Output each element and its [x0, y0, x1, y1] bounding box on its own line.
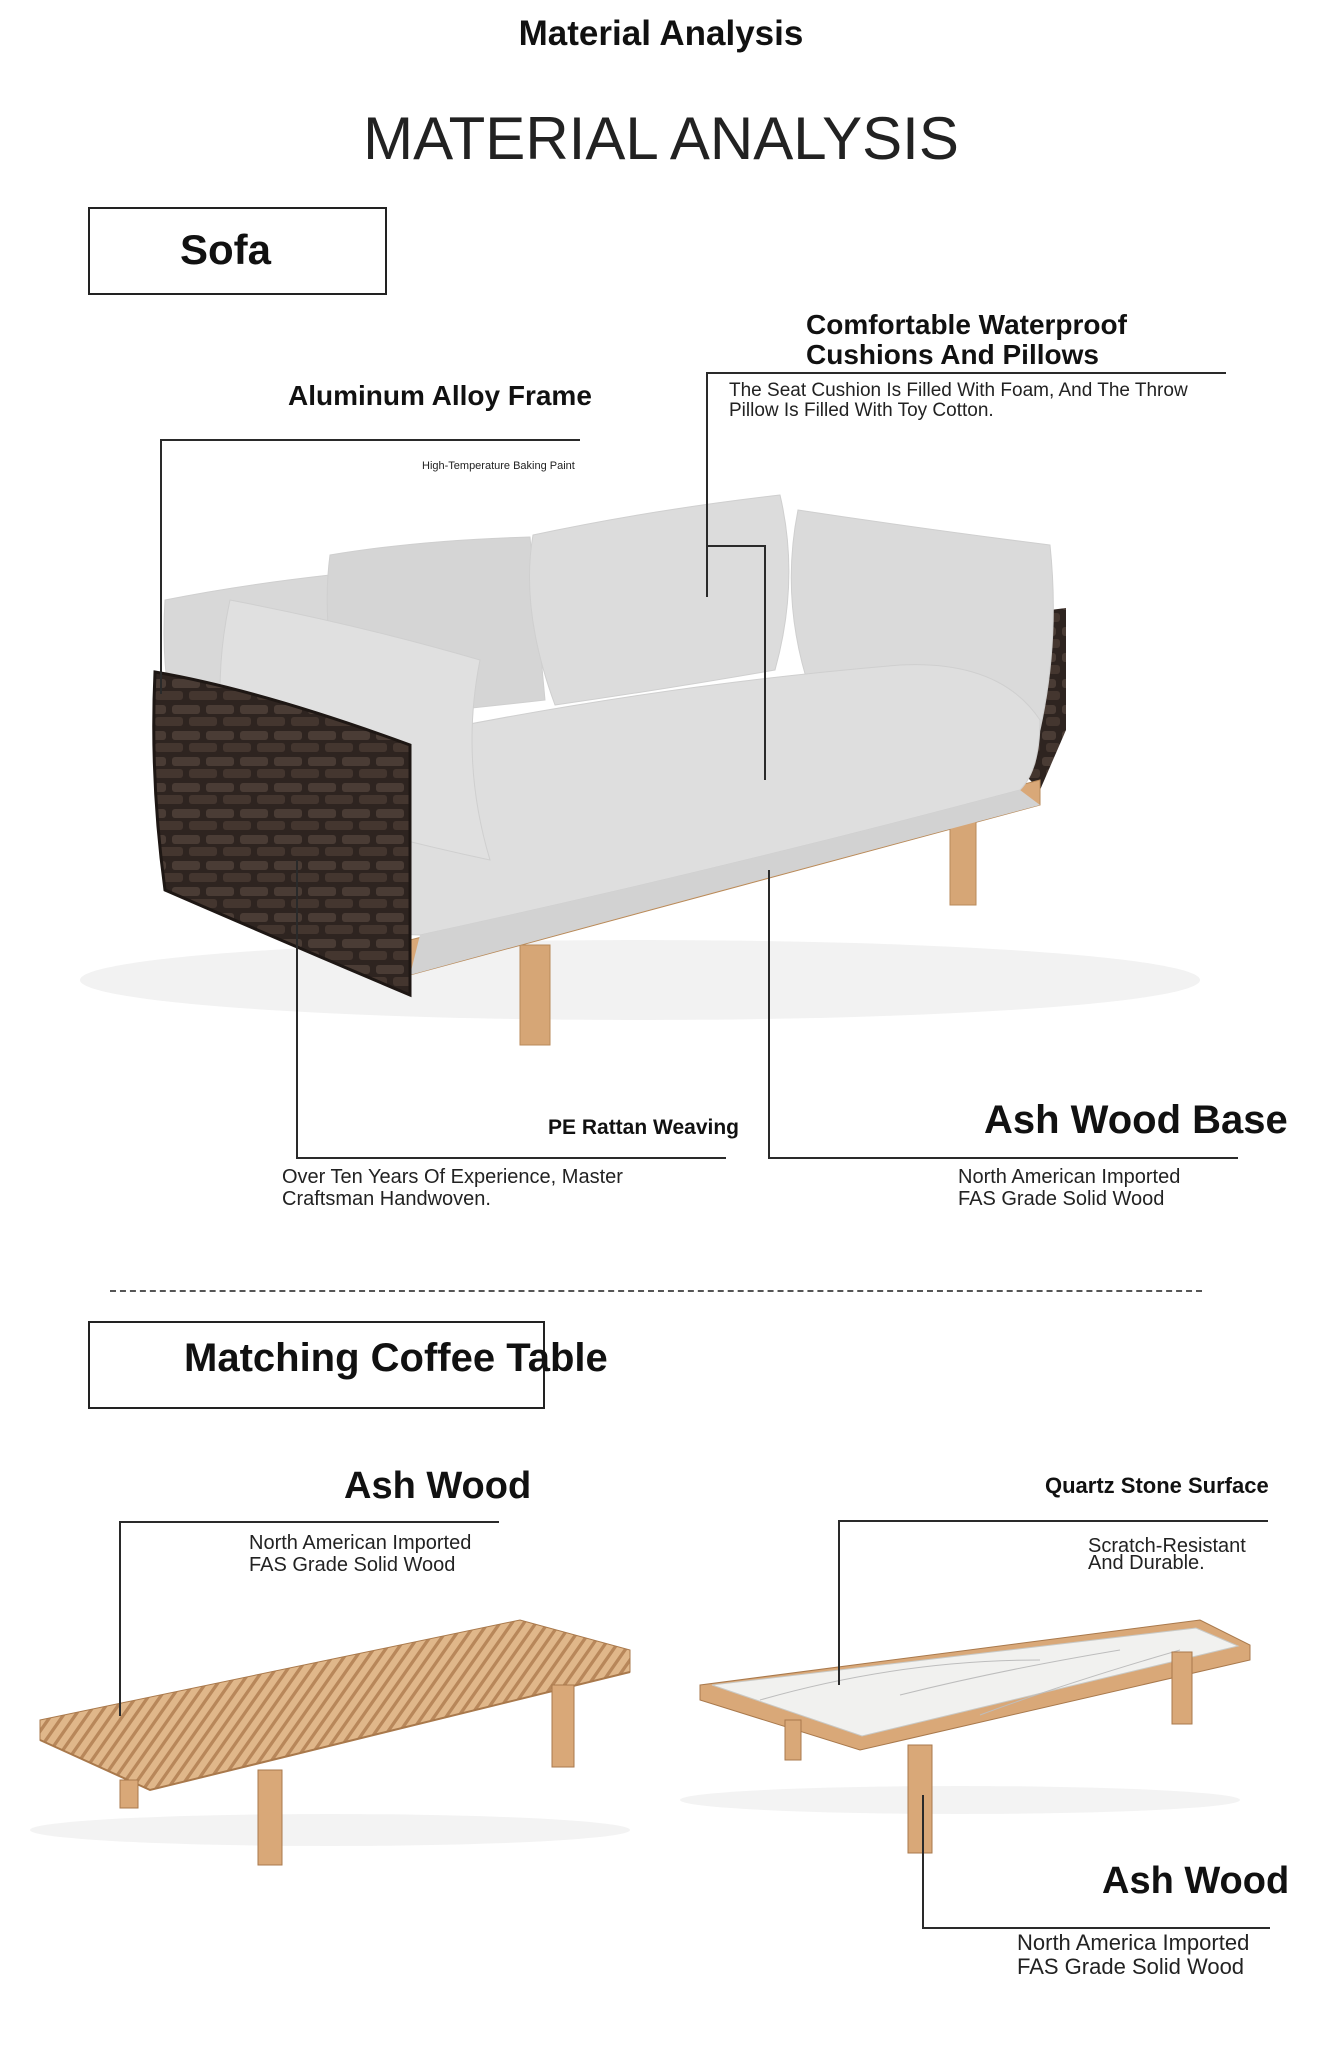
frame-title: Aluminum Alloy Frame: [288, 380, 592, 411]
banner-title: MATERIAL ANALYSIS: [363, 105, 959, 172]
base-desc-line2: FAS Grade Solid Wood: [958, 1188, 1165, 1210]
rattan-desc-line1: Over Ten Years Of Experience, Master: [282, 1166, 623, 1188]
quartz-title: Quartz Stone Surface: [1045, 1473, 1269, 1498]
quartz-leader-vertical: [838, 1520, 840, 1685]
base-leader-vertical: [768, 870, 770, 1158]
ash-left-title: Ash Wood: [344, 1465, 532, 1507]
ash-left-leader-horizontal: [119, 1521, 499, 1523]
sofa-section-title: Sofa: [180, 226, 272, 273]
rattan-leader-horizontal: [296, 1157, 726, 1159]
ash-left-desc-line2: FAS Grade Solid Wood: [249, 1554, 456, 1576]
ash-left-desc-line1: North American Imported: [249, 1532, 472, 1554]
ash-right-desc-line2: FAS Grade Solid Wood: [1017, 1954, 1245, 1979]
quartz-leader-horizontal: [838, 1520, 1268, 1522]
quartz-desc-line1: Scratch-Resistant: [1088, 1535, 1246, 1557]
section-divider: [110, 1290, 1202, 1292]
rattan-title: PE Rattan Weaving: [548, 1116, 739, 1139]
base-leader-horizontal: [768, 1157, 1238, 1159]
cushion-leader-drop: [764, 545, 766, 780]
cushion-leader-step: [706, 545, 766, 547]
cushion-title-line2: Cushions And Pillows: [806, 339, 1099, 370]
cushion-leader-horizontal: [706, 372, 1226, 374]
rattan-leader-vertical: [296, 860, 298, 1158]
cushion-leader-vertical: [706, 372, 708, 597]
ash-right-leader-horizontal: [922, 1927, 1270, 1929]
base-desc-line1: North American Imported: [958, 1166, 1181, 1188]
table-section-title: Matching Coffee Table: [184, 1336, 608, 1380]
ash-right-title: Ash Wood: [1102, 1860, 1290, 1902]
cushion-desc-line2: Pillow Is Filled With Toy Cotton.: [729, 400, 994, 421]
frame-leader-vertical: [160, 439, 162, 694]
cushion-title-line1: Comfortable Waterproof: [806, 309, 1127, 340]
frame-leader-horizontal: [160, 439, 580, 441]
page-title: Material Analysis: [518, 14, 804, 53]
cushion-desc-line1: The Seat Cushion Is Filled With Foam, And The Throw: [729, 380, 1188, 401]
base-title: Ash Wood Base: [984, 1098, 1288, 1142]
quartz-desc-line2: And Durable.: [1088, 1552, 1205, 1574]
ash-right-leader-vertical: [922, 1795, 924, 1928]
ash-left-leader-vertical: [119, 1521, 121, 1716]
rattan-desc-line2: Craftsman Handwoven.: [282, 1188, 491, 1210]
ash-right-desc-line1: North America Imported: [1017, 1930, 1250, 1955]
frame-note: High-Temperature Baking Paint: [422, 460, 575, 472]
